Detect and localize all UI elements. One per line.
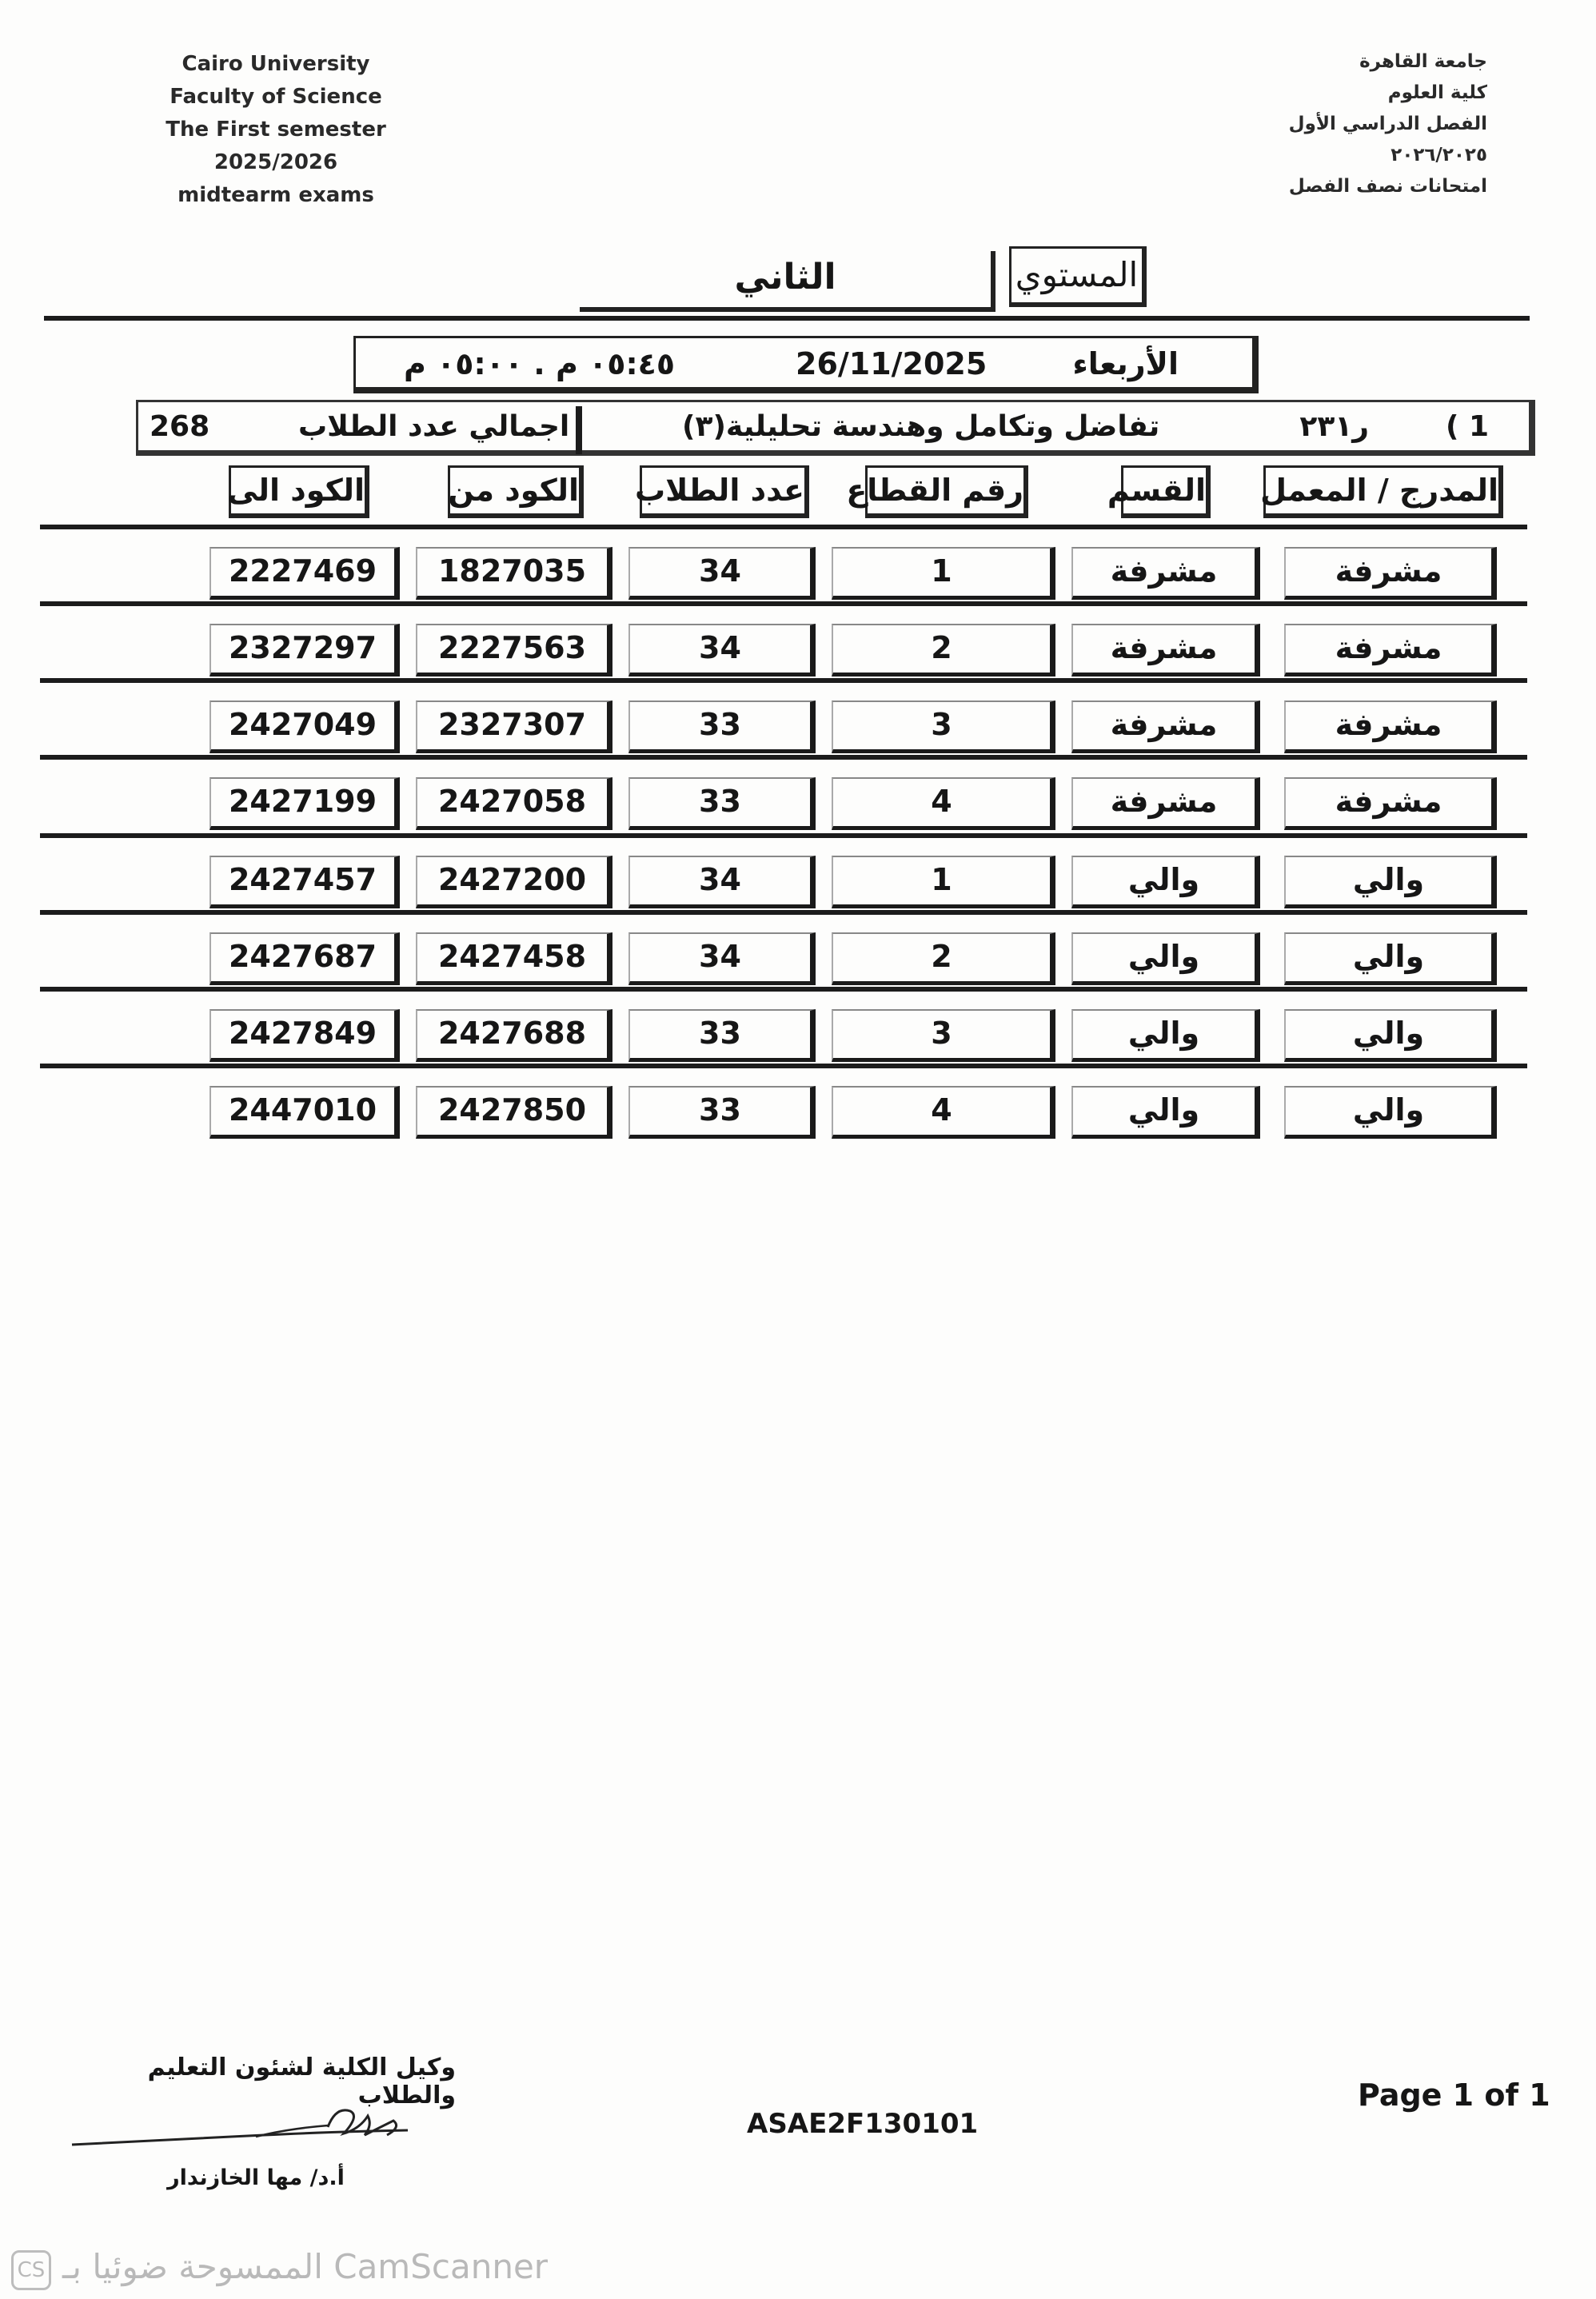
col-header-department: القسم [1121, 465, 1211, 518]
cell-department: مشرفة [1071, 777, 1260, 830]
col-header-hall: المدرج / المعمل [1263, 465, 1503, 518]
header-en-line: The First semester [166, 118, 386, 142]
row-separator [40, 601, 1527, 606]
header-en-line: 2025/2026 [213, 150, 338, 174]
cell-department: مشرفة [1071, 700, 1260, 753]
cell-hall: مشرفة [1284, 777, 1497, 830]
cell-hall: والي [1284, 856, 1497, 908]
header-ar-line: جامعة القاهرة [1359, 51, 1487, 72]
row-separator [40, 910, 1527, 915]
cell-hall: مشرفة [1284, 700, 1497, 753]
exam-day: الأربعاء [1072, 346, 1179, 381]
cell-section: 2 [832, 932, 1055, 985]
cell-code-from: 2427058 [416, 777, 612, 830]
row-separator [40, 1064, 1527, 1068]
header-ar-line: ٢٠٢٦/٢٠٢٥ [1391, 145, 1487, 166]
header-ar-line: الفصل الدراسي الأول [1288, 114, 1487, 134]
cell-code-from: 2427850 [416, 1086, 612, 1139]
row-separator [40, 525, 1527, 529]
cell-section: 2 [832, 624, 1055, 677]
signature-image [64, 2095, 432, 2159]
cell-code-from: 2427688 [416, 1009, 612, 1062]
camscanner-watermark [5, 2242, 565, 2290]
exam-date: 26/11/2025 [796, 346, 988, 381]
row-separator [40, 987, 1527, 992]
camscanner-logo-icon: CS [11, 2250, 51, 2290]
cell-hall: والي [1284, 1009, 1497, 1062]
cell-code-to: 2227469 [209, 547, 400, 600]
total-students-value: 268 [150, 410, 210, 443]
cell-student-count: 33 [628, 1009, 816, 1062]
total-students-label: اجمالي عدد الطلاب [298, 410, 570, 443]
cell-student-count: 33 [628, 1086, 816, 1139]
cell-code-from: 2327307 [416, 700, 612, 753]
exam-datetime-box [353, 336, 1259, 393]
cell-student-count: 34 [628, 624, 816, 677]
cell-department: والي [1071, 856, 1260, 908]
col-header-code-from: الكود من [448, 465, 584, 518]
cell-student-count: 34 [628, 932, 816, 985]
row-separator [40, 678, 1527, 683]
course-name: تفاضل وتكامل وهندسة تحليلية(٣) [682, 410, 1160, 443]
cell-student-count: 34 [628, 856, 816, 908]
cell-code-to: 2447010 [209, 1086, 400, 1139]
cell-hall: مشرفة [1284, 547, 1497, 600]
cell-code-from: 2427200 [416, 856, 612, 908]
cell-hall: والي [1284, 1086, 1497, 1139]
row-separator [40, 833, 1527, 838]
cell-code-from: 2227563 [416, 624, 612, 677]
cell-section: 1 [832, 547, 1055, 600]
cell-hall: والي [1284, 932, 1497, 985]
cell-section: 4 [832, 777, 1055, 830]
cell-section: 1 [832, 856, 1055, 908]
cell-department: والي [1071, 1009, 1260, 1062]
level-value: الثاني [580, 251, 996, 312]
exam-time: ٠٥:٤٥ م . ٠٥:٠٠ م [404, 346, 676, 381]
header-arabic [1231, 46, 1487, 202]
header-en-line: Cairo University [182, 52, 370, 76]
level-label: المستوي [1009, 246, 1147, 307]
cell-code-to: 2427049 [209, 700, 400, 753]
signatory-title: وكيل الكلية لشئون التعليم والطلاب [147, 2054, 456, 2109]
col-header-code-to: الكود الى [229, 465, 369, 518]
cell-section: 4 [832, 1086, 1055, 1139]
header-ar-line: امتحانات نصف الفصل [1288, 176, 1487, 197]
cell-code-to: 2427849 [209, 1009, 400, 1062]
course-box [136, 400, 1535, 456]
signatory-name: أ.د/ مها الخازندار [167, 2165, 345, 2190]
cell-department: والي [1071, 932, 1260, 985]
cell-student-count: 34 [628, 547, 816, 600]
cell-section: 3 [832, 700, 1055, 753]
header-english [128, 48, 424, 212]
cell-code-to: 2327297 [209, 624, 400, 677]
cell-code-to: 2427199 [209, 777, 400, 830]
cell-code-from: 2427458 [416, 932, 612, 985]
cell-department: والي [1071, 1086, 1260, 1139]
cell-department: مشرفة [1071, 624, 1260, 677]
camscanner-text: الممسوحة ضوئيا بـ CamScanner [62, 2247, 549, 2286]
cell-code-to: 2427457 [209, 856, 400, 908]
cell-section: 3 [832, 1009, 1055, 1062]
cell-code-from: 1827035 [416, 547, 612, 600]
header-en-line: midtearm exams [178, 183, 374, 207]
course-box-divider [576, 406, 582, 454]
header-en-line: Faculty of Science [170, 85, 382, 109]
cell-hall: مشرفة [1284, 624, 1497, 677]
document-code: ASAE2F130101 [747, 2108, 979, 2140]
cell-student-count: 33 [628, 700, 816, 753]
header-ar-line: كلية العلوم [1387, 82, 1487, 103]
course-code: ر٢٣١ [1299, 410, 1369, 443]
cell-department: مشرفة [1071, 547, 1260, 600]
divider-rule [44, 316, 1530, 321]
course-index: 1 ) [1445, 410, 1489, 443]
col-header-section: رقم القطاع [865, 465, 1028, 518]
col-header-student-count: عدد الطلاب [640, 465, 809, 518]
cell-student-count: 33 [628, 777, 816, 830]
cell-code-to: 2427687 [209, 932, 400, 985]
row-separator [40, 755, 1527, 760]
page-number: Page 1 of 1 [1358, 2077, 1550, 2113]
